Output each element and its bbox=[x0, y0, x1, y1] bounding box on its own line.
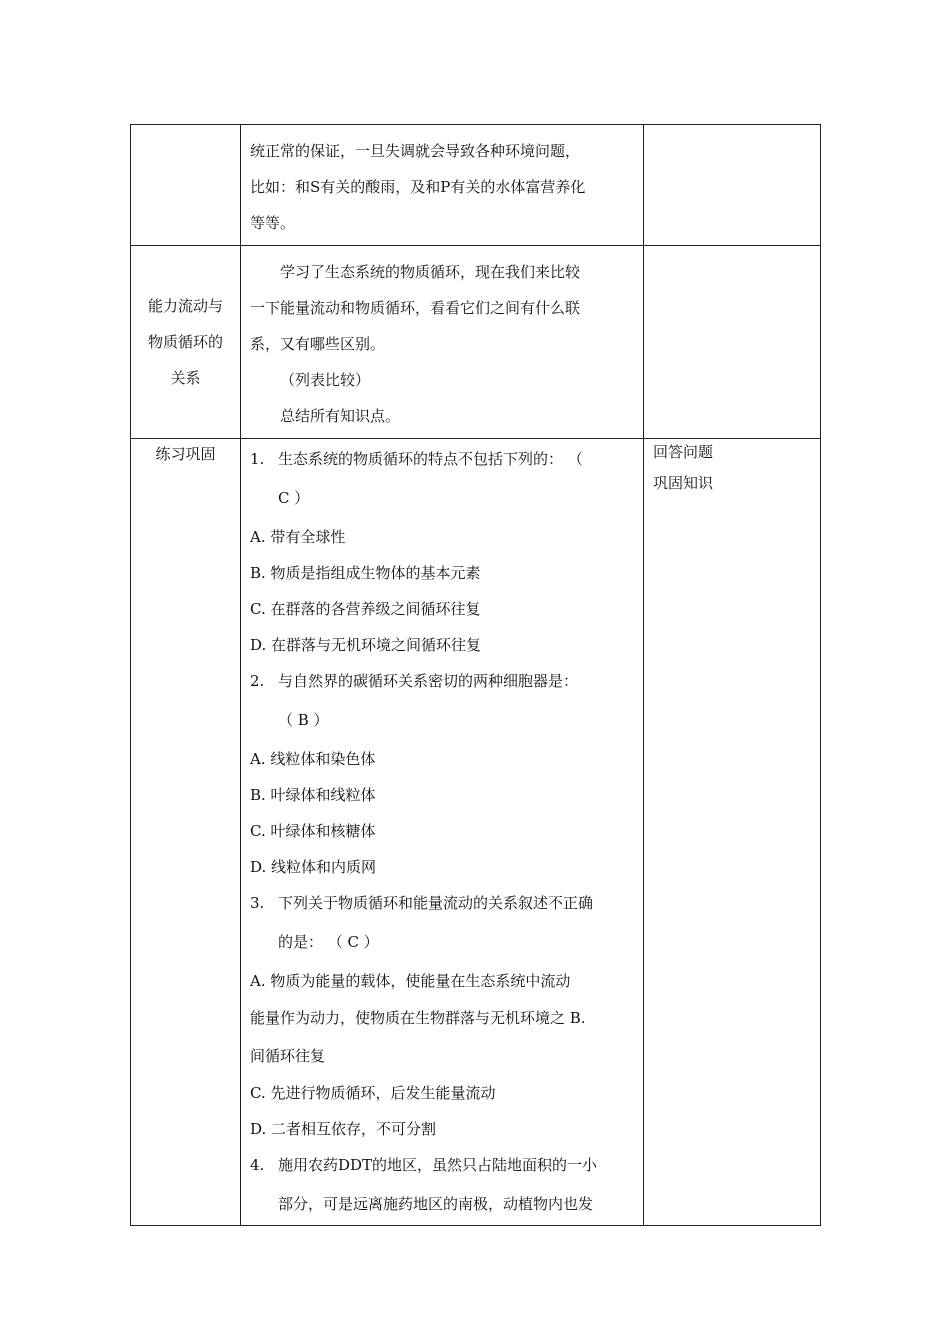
stage-cell bbox=[131, 125, 241, 246]
option: A. 线粒体和染色体 bbox=[250, 750, 376, 768]
text-line: 统正常的保证，一旦失调就会导致各种环境问题， bbox=[250, 142, 581, 160]
table-row bbox=[131, 439, 821, 1226]
note-line: 巩固知识 bbox=[653, 474, 714, 492]
option: C. 叶绿体和核糖体 bbox=[250, 822, 376, 840]
content-cell bbox=[241, 439, 644, 1226]
option: 能量作为动力，使物质在生物群落与无机环境之 B. bbox=[250, 1009, 586, 1027]
answer-line: 的是： （ C ） bbox=[278, 933, 379, 951]
text-line: 比如：和S有关的酸雨，及和P有关的水体富营养化 bbox=[250, 178, 586, 196]
text-line: 学习了生态系统的物质循环，现在我们来比较 bbox=[280, 263, 581, 281]
answer-line: C ） bbox=[278, 489, 310, 507]
option: A. 物质为能量的载体，使能量在生态系统中流动 bbox=[250, 972, 571, 990]
exercise-list bbox=[241, 439, 643, 1225]
stage-label: 能力流动与 物质循环的 关系 bbox=[147, 297, 223, 387]
answer-line: （ B ） bbox=[278, 711, 329, 729]
option: A. 带有全球性 bbox=[250, 528, 346, 546]
text-line: 等等。 bbox=[250, 214, 296, 232]
table-row bbox=[131, 246, 821, 439]
text-line: 系，又有哪些区别。 bbox=[250, 335, 386, 353]
question-1: 1. 生态系统的物质循环的特点不包括下列的： （ bbox=[250, 450, 583, 468]
lesson-plan-table bbox=[130, 124, 821, 1226]
stage-label: 练习巩固 bbox=[155, 445, 216, 463]
text-line: 总结所有知识点。 bbox=[280, 407, 401, 425]
stage-cell bbox=[131, 246, 241, 439]
text-line: 部分，可是远离施药地区的南极，动植物内也发 bbox=[278, 1195, 594, 1213]
option: D. 二者相互依存，不可分割 bbox=[250, 1120, 437, 1138]
notes-cell bbox=[644, 125, 821, 246]
notes-cell bbox=[644, 246, 821, 439]
note-line: 回答问题 bbox=[653, 443, 714, 461]
text-line: （列表比较） bbox=[280, 371, 371, 389]
option: C. 在群落的各营养级之间循环往复 bbox=[250, 600, 481, 618]
option: 间循环往复 bbox=[250, 1047, 326, 1065]
question-4: 4. 施用农药DDT的地区，虽然只占陆地面积的一小 bbox=[250, 1156, 598, 1174]
question-2: 2. 与自然界的碳循环关系密切的两种细胞器是： bbox=[250, 672, 579, 690]
notes-cell bbox=[644, 439, 821, 1226]
content-cell bbox=[241, 246, 644, 439]
text-line: 一下能量流动和物质循环，看看它们之间有什么联 bbox=[250, 299, 581, 317]
question-3: 3. 下列关于物质循环和能量流动的关系叙述不正确 bbox=[250, 894, 594, 912]
option: D. 在群落与无机环境之间循环往复 bbox=[250, 636, 482, 654]
option: B. 物质是指组成生物体的基本元素 bbox=[250, 564, 481, 582]
table-row bbox=[131, 125, 821, 246]
option: D. 线粒体和内质网 bbox=[250, 858, 377, 876]
option: B. 叶绿体和线粒体 bbox=[250, 786, 376, 804]
stage-cell bbox=[131, 439, 241, 1226]
content-cell bbox=[241, 125, 644, 246]
option: C. 先进行物质循环，后发生能量流动 bbox=[250, 1084, 496, 1102]
